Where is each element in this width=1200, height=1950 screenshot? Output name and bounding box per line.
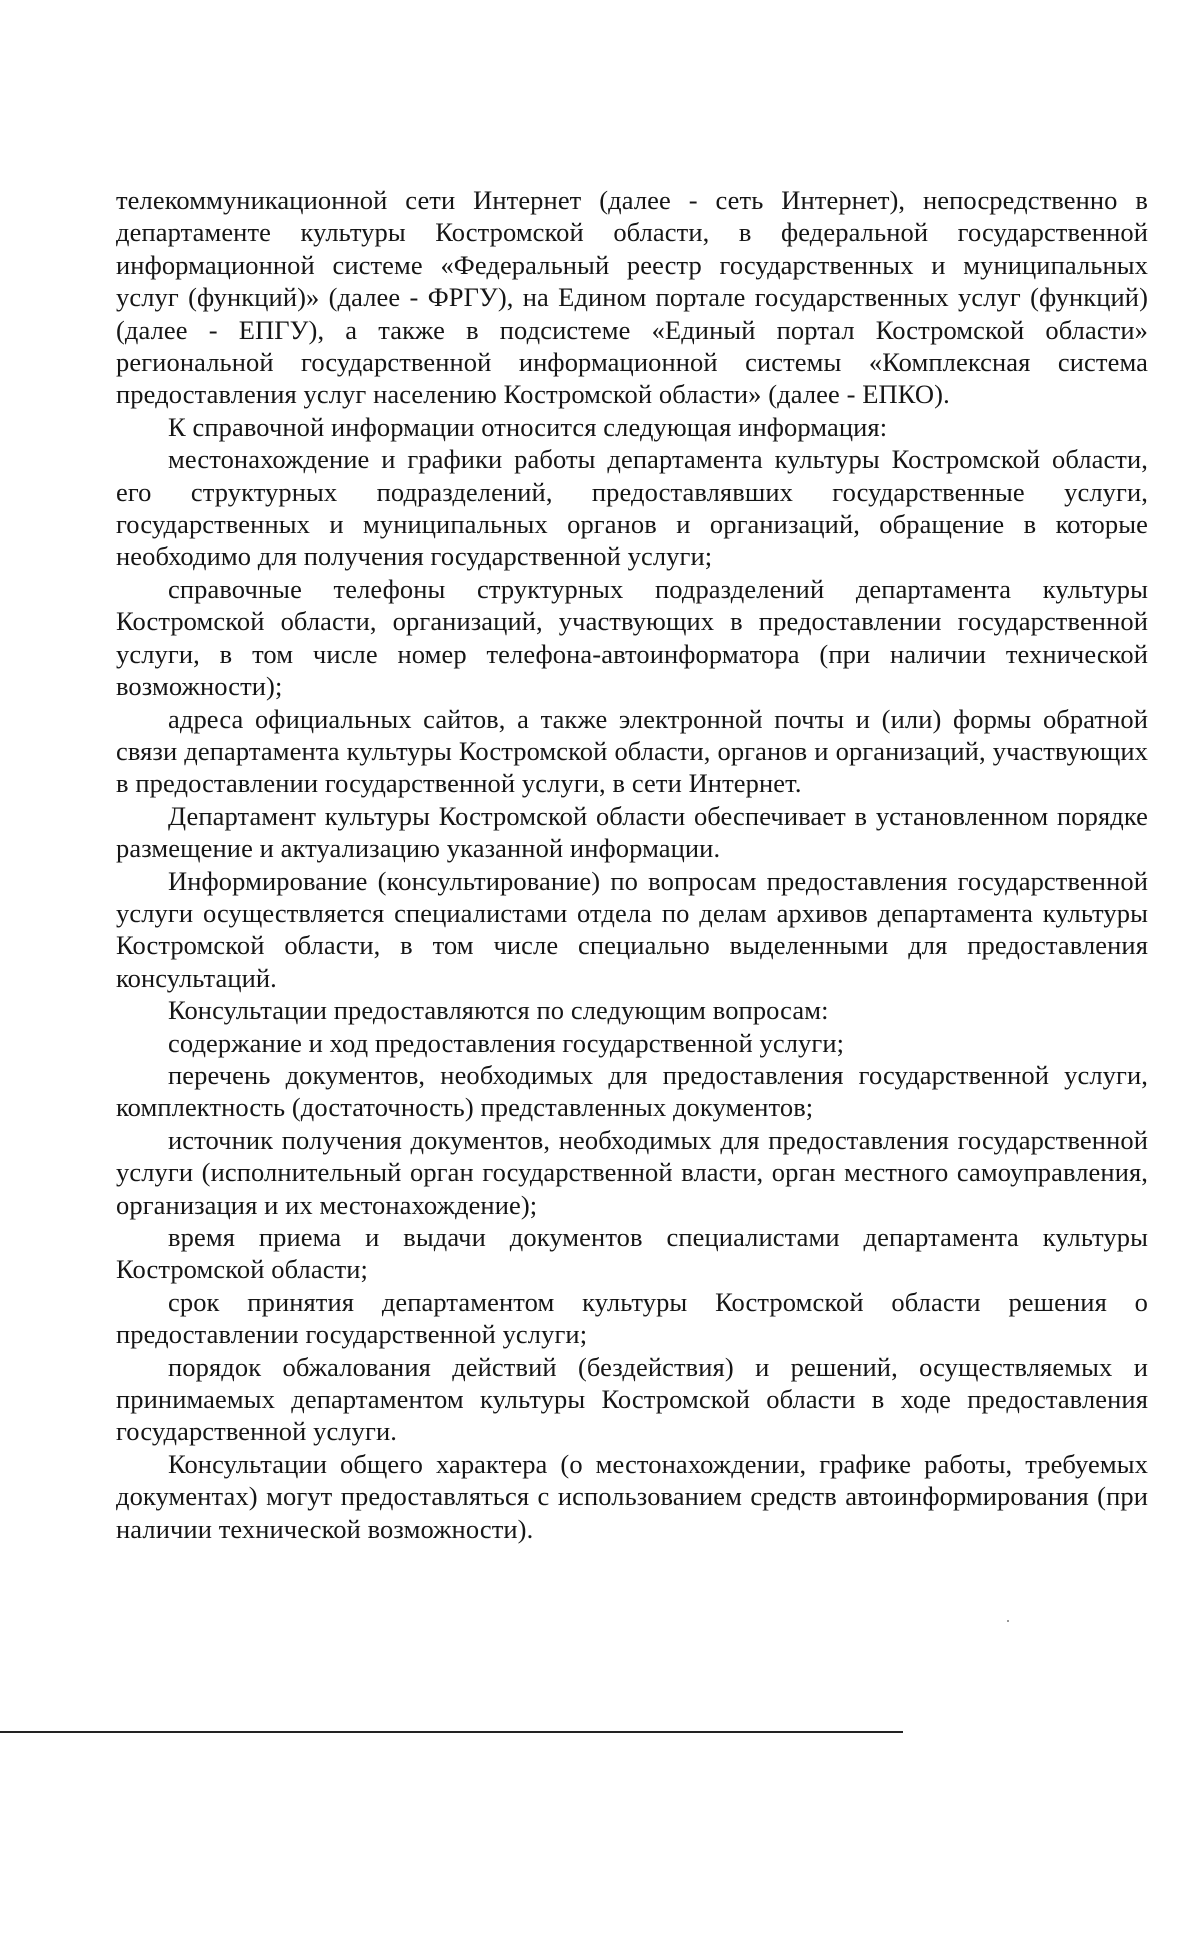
- footnote-divider: [0, 1731, 903, 1733]
- paragraph-topic-document-list: перечень документов, необходимых для предоставления государственной услуги, комплектность (достаточность) представленных документов;: [116, 1059, 1148, 1123]
- paragraph-info-maintenance: Департамент культуры Костромской области обеспечивает в установленном порядке размещение и актуализацию указанной информации.: [116, 800, 1148, 864]
- paragraph-topic-reception-time: время приема и выдачи документов специалистами департамента культуры Костромской области;: [116, 1222, 1148, 1285]
- paragraph-consultation-topics-intro: Консультации предоставляются по следующим вопросам:: [168, 995, 829, 1026]
- paragraph-reference-phones: справочные телефоны структурных подразделений департамента культуры Костромской области, организаций, участвующих в предоставлении государственной услуги, в том числе номер телефона-автоинформатора (при наличии технической возможности);: [116, 573, 1148, 702]
- paragraph-consulting-staff: Информирование (консультирование) по вопросам предоставления государственной услуги осуществляется специалистами отдела по делам архивов департамента культуры Костромской области, в том числе специально выделенными для предоставления консультаций.: [116, 865, 1148, 993]
- paragraph-website-addresses: адреса официальных сайтов, а также электронной почты и (или) формы обратной связи департамента культуры Костромской области, органов и организаций, участвующих в предоставлении государственной услуги, в сети Интернет.: [116, 703, 1148, 799]
- paragraph-general-consultations: Консультации общего характера (о местонахождении, графике работы, требуемых документах) могут предоставляться с использованием средств автоинформирования (при наличии технической возможности).: [116, 1448, 1148, 1544]
- scan-speck: [1007, 1620, 1009, 1622]
- paragraph-topic-document-source: источник получения документов, необходимых для предоставления государственной услуги (исполнительный орган государственной власти, орган местного самоуправления, организация и их местонахождение);: [116, 1124, 1148, 1220]
- paragraph-topic-decision-deadline: срок принятия департаментом культуры Костромской области решения о предоставлении государственной услуги;: [116, 1286, 1148, 1350]
- paragraph-topic-content-progress: содержание и ход предоставления государственной услуги;: [168, 1027, 845, 1058]
- paragraph-topic-appeal-procedure: порядок обжалования действий (бездействия) и решений, осуществляемых и принимаемых департаментом культуры Костромской области в ходе предоставления государственной услуги.: [116, 1351, 1148, 1447]
- paragraph-continuation: телекоммуникационной сети Интернет (далее - сеть Интернет), непосредственно в департаменте культуры Костромской области, в федеральной государственной информационной системе «Федеральный реестр государственных и муниципальных услуг (функций)» (далее - ФРГУ), на Едином портале государственных услуг (функций) (далее - ЕПГУ), а также в подсистеме «Единый портал Костромской области» региональной государственной информационной системы «Комплексная система предоставления услуг населению Костромской области» (далее - ЕПКО).: [116, 185, 1148, 410]
- paragraph-location-schedule: местонахождение и графики работы департамента культуры Костромской области, его структурных подразделений, предоставлявших государственные услуги, государственных и муниципальных органов и организаций, обращение в которые необходимо для получения государственной услуги;: [116, 444, 1148, 572]
- paragraph-reference-info-intro: К справочной информации относится следующая информация:: [168, 411, 888, 442]
- document-body: [116, 184, 1148, 1545]
